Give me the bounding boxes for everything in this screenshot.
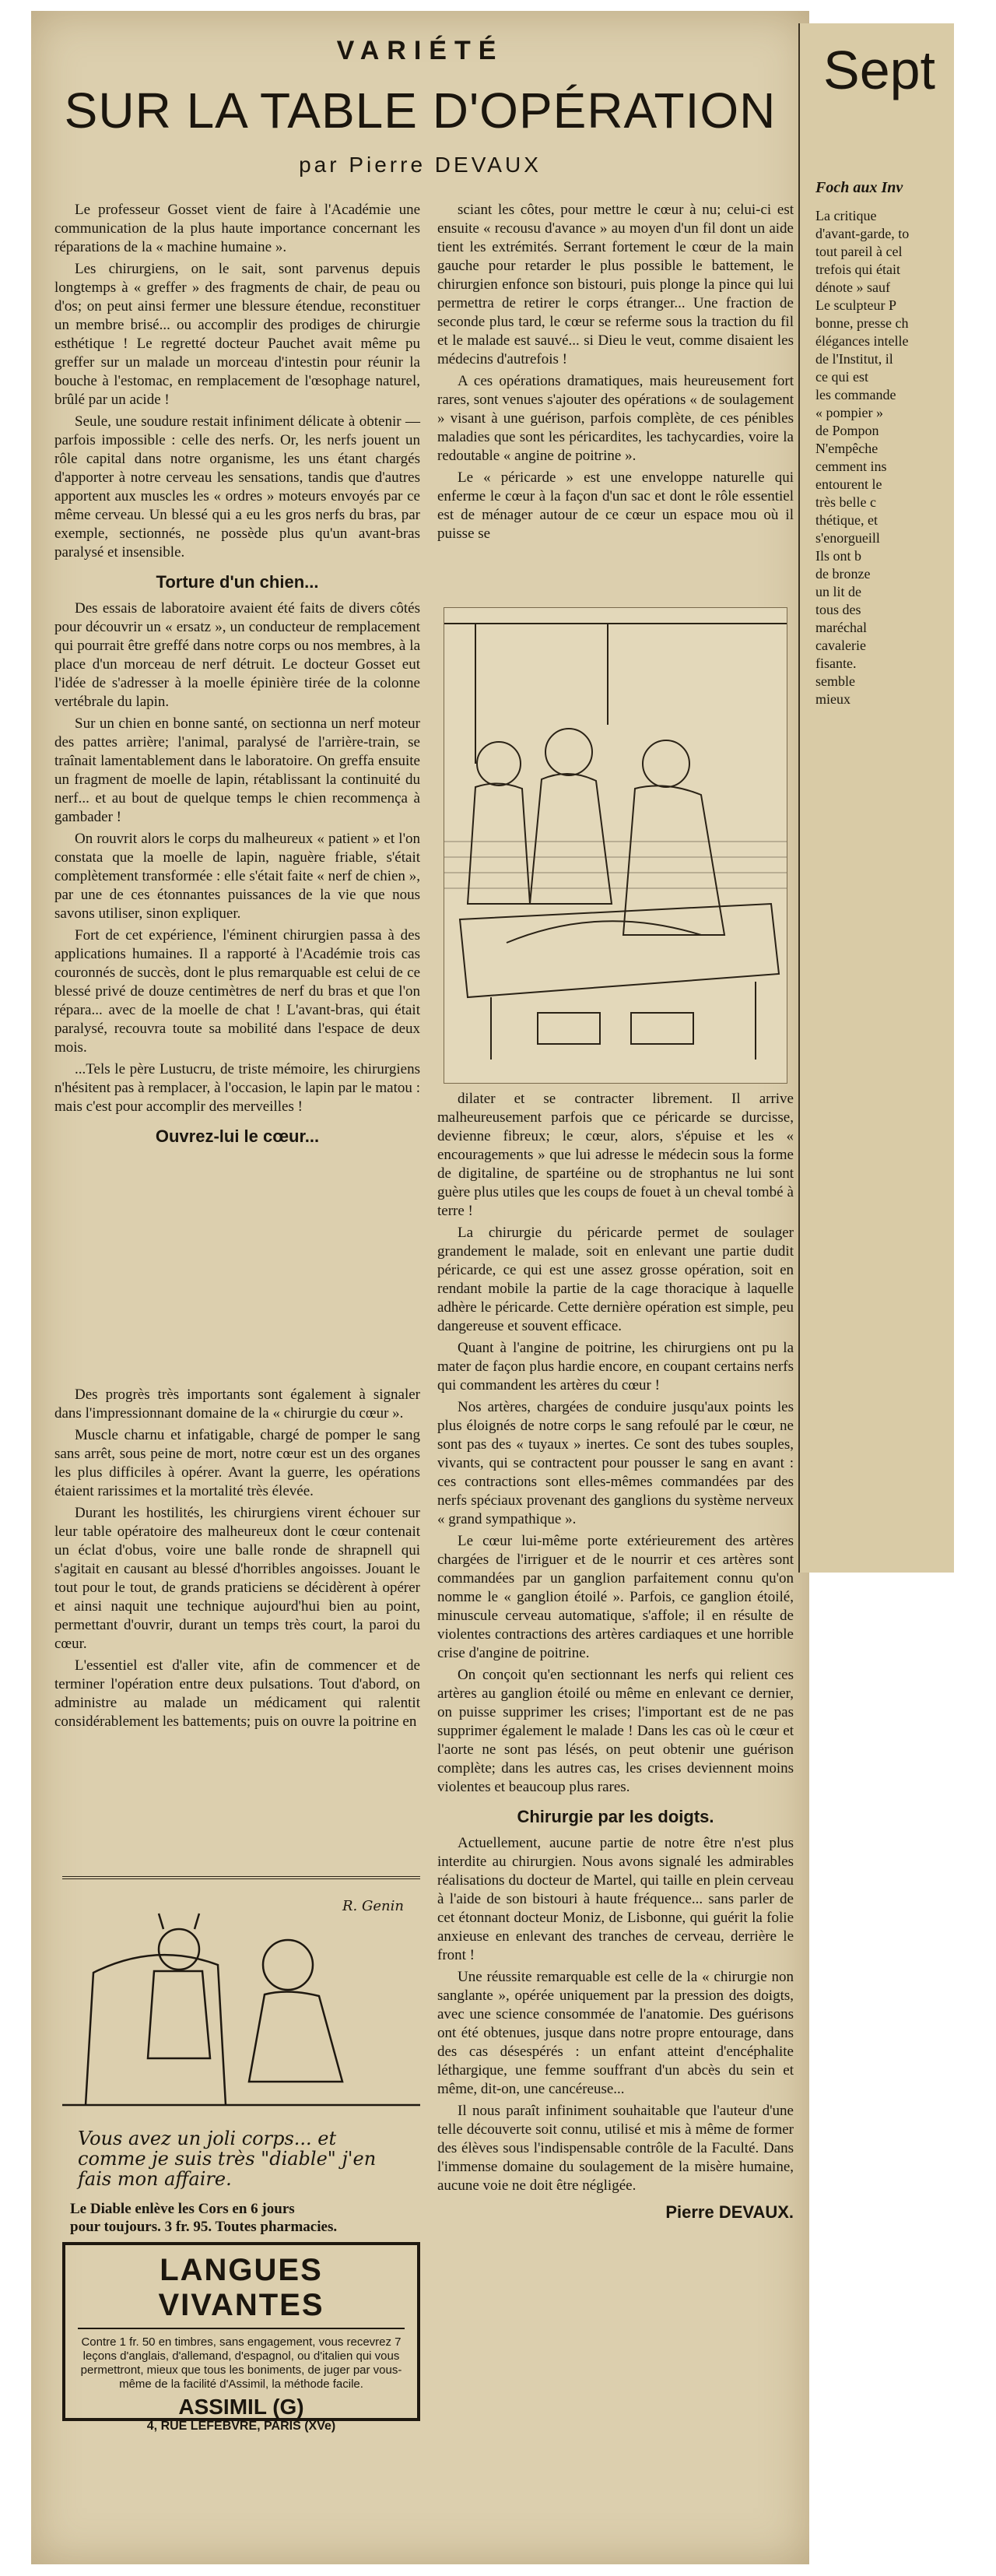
strip-line: fisante. bbox=[815, 655, 857, 671]
paragraph: Le professeur Gosset vient de faire à l'Académie une communication de la plus haute importance concernant les réparations de la « machine humaine ». bbox=[54, 202, 420, 255]
paragraph: sciant les côtes, pour mettre le cœur à nu; celui-ci est ensuite « recousu d'avance » au moyen d'un fil dont un aide tient les extrémités. Serrant fortement le cœur de la main gauche pour retarder le plus possible le battement, le chirurgien enfonce son bistouri, puis plonge la pince qui lui permettra de retirer le corps étranger... Une fraction de seconde plus tard, le cœur se referme sous la traction du fil et le malade est sauvé... si Dieu le veut, comme disaient les médecins d'autrefois ! bbox=[437, 202, 794, 367]
strip-line: s'enorgueill bbox=[815, 530, 880, 546]
strip-line: entourent le bbox=[815, 476, 882, 492]
adjacent-column-strip bbox=[798, 23, 954, 1573]
diable-ad-line-1: Le Diable enlève les Cors en 6 jours bbox=[70, 2201, 295, 2217]
diable-cartoon-ad bbox=[62, 1876, 420, 2191]
section-kicker: VARIÉTÉ bbox=[336, 36, 504, 65]
paragraph: ...Tels le père Lustucru, de triste mémoire, les chirurgiens n'hésitent pas à remplacer, à l'occasion, le lapin par le matou : mais c'est pour accomplir des merveilles ! bbox=[54, 1061, 420, 1115]
article-title: SUR LA TABLE D'OPÉRATION bbox=[64, 83, 777, 139]
strip-line: N'empêche bbox=[815, 441, 879, 456]
paragraph: Sur un chien en bonne santé, on sectionna un nerf moteur des pattes arrière; l'animal, paralysé de l'arrière-train, se traînait lamentablement dans le laboratoire. On greffa ensuite un fragment de moelle de lapin, rétablissant la continuité du nerf... et au bout de quelque temps le chien recommença à gambader ! bbox=[54, 715, 420, 825]
paragraph: On rouvrit alors le corps du malheureux « patient » et l'on constata que la moelle de lapin, naguère friable, s'était complètement transformée : elle s'était faite « nerf de chien », par une de ces étonnantes puissances de la vie que nous savons utiliser, sinon expliquer. bbox=[54, 831, 420, 922]
ad-title: LANGUES VIVANTES bbox=[78, 2253, 405, 2329]
strip-line: bonne, presse ch bbox=[815, 315, 909, 331]
paragraph: On conçoit qu'en sectionnant les nerfs qui relient ces artères au ganglion étoilé ou même en enlevant ce dernier, on puisse supprimer les crises; l'important est de ne pas supprimer également le malade ! Dans les cas où le cœur et l'aorte ne sont pas lésés, on peut obtenir une guérison complète; dans les autres cas, les crises deviennent moins violentes et beaucoup plus rares. bbox=[437, 1667, 794, 1795]
paragraph: Fort de cet expérience, l'éminent chirurgien passa à des applications humaines. Il a rapporté à l'Académie trois cas couronnés de succès, dont le plus remarquable est celui de ce blessé privé de douze centimètres de nerf du bras et que l'on répara... avec de la moelle de chat ! L'avant-bras, qui était paralysé, recouvra toute sa mobilité dans l'espace de deux mois. bbox=[54, 927, 420, 1056]
paragraph: Des progrès très importants sont également à signaler dans l'impressionnant domaine de la « chirurgie du cœur ». bbox=[54, 1386, 420, 1422]
strip-line: tous des bbox=[815, 602, 861, 617]
paragraph: Des essais de laboratoire avaient été faits de divers côtés pour découvrir un « ersatz », un conducteur de remplacement qui pourrait être greffé dans notre corps ou nos membres, à la place d'un morceau de nerf détruit. Le docteur Gosset eut l'idée de s'adresser à la moelle épinière tirée de la colonne vertébrale du lapin. bbox=[54, 600, 420, 710]
diable-ad-line-2: pour toujours. 3 fr. 95. Toutes pharmacies. bbox=[70, 2219, 338, 2235]
cartoon-artist-signature: R. Genin bbox=[342, 1898, 404, 1914]
strip-line: maréchal bbox=[815, 620, 867, 635]
paragraph: Durant les hostilités, les chirurgiens virent échouer sur leur table opératoire des malheureux dont le cœur contenait un éclat d'obus, voire une balle ronde de shrapnell qui s'agitait en causant au blessé d'horribles angoisses. Jouant le tout pour le tout, de grands praticiens se décidèrent à opérer et ainsi naquit une technique aujourd'hui bien au point, permettant d'ouvrir, durant un temps très court, la paroi du cœur. bbox=[54, 1505, 420, 1652]
paragraph: L'essentiel est d'aller vite, afin de commencer et de terminer l'opération entre deux pulsations. Tout d'abord, on administre au malade un médicament qui ralentit considérablement les battements; puis on ouvre la poitrine en bbox=[54, 1657, 420, 1730]
paragraph: Les chirurgiens, on le sait, sont parvenus depuis longtemps à « greffer » des fragments de chair, de peau ou d'os; on peut ainsi fermer une blessure étendue, reconstituer un membre brisé... ou accomplir des prodiges de chirurgie esthétique ! Le regretté docteur Pauchet avait même pu greffer sur un malade un morceau d'intestin pour réunir la bouche à l'estomac, en remplacement de l'œsophage naturel, brûlé par un acide ! bbox=[54, 261, 420, 408]
section-heading: Torture d'un chien... bbox=[156, 572, 319, 592]
paragraph: La chirurgie du péricarde permet de soulager grandement le malade, soit en enlevant une partie dudit péricarde, ce qui est une assez grosse opération, soit en rendant mobile la partie de la cage thoracique à laquelle adhère le péricarde. Cette dernière opération est simple, peu dangereuse et souvent efficace. bbox=[437, 1225, 794, 1334]
strip-line: cavalerie bbox=[815, 638, 866, 653]
paragraph: Quant à l'angine de poitrine, les chirurgiens ont pu la mater de façon plus hardie encore, en coupant certains nerfs qui commandent les artères du cœur ! bbox=[437, 1340, 794, 1393]
langues-vivantes-ad bbox=[62, 2242, 420, 2433]
strip-line: « pompier » bbox=[815, 405, 883, 420]
strip-line: très belle c bbox=[815, 494, 876, 510]
strip-line: cemment ins bbox=[815, 459, 887, 474]
strip-line: de l'Institut, il bbox=[815, 351, 893, 367]
section-heading: Ouvrez-lui le cœur... bbox=[155, 1126, 320, 1146]
strip-heading: Sept bbox=[823, 40, 935, 100]
paragraph: Muscle charnu et infatigable, chargé de pomper le sang sans arrêt, sous peine de mort, notre cœur est un des organes les plus difficiles à opérer. Avant la guerre, les opérations étaient rarissimes et la mortalité très élevée. bbox=[54, 1427, 420, 1499]
strip-line: Ils ont b bbox=[815, 548, 862, 564]
cartoon-caption: Vous avez un joli corps... et comme je suis très "diable" j'en fais mon affaire. bbox=[78, 2128, 377, 2190]
article-column-2 bbox=[437, 201, 794, 546]
surgery-drawing bbox=[444, 608, 787, 1083]
paragraph: Seule, une soudure restait infiniment délicate à obtenir — parfois impossible : celle des nerfs. Or, les nerfs jouent un rôle capital dans notre organisme, les uns étant chargés d'apporter à notre cerveau les sensations, tandis que d'autres apportent aux muscles les « ordres » moteurs envoyés par ce même cerveau. Un blessé qui a eu les gros nerfs du bras, par exemple, sectionnés, ne possède plus qu'un avant-bras paralysé et insensible. bbox=[54, 413, 420, 561]
paragraph: A ces opérations dramatiques, mais heureusement fort rares, sont venues s'ajouter des opérations « de soulagement » visant à une guérison, parfois complète, de ces pénibles maladies que sont les péricardites, les tachycardies, voire la redoutable « angine de poitrine ». bbox=[437, 373, 794, 464]
strip-line: ce qui est bbox=[815, 369, 868, 385]
article-byline: par Pierre DEVAUX bbox=[299, 153, 542, 177]
paragraph: Une réussite remarquable est celle de la « chirurgie non sanglante », opérée uniquement par la pression des doigts, avec une science consommée de l'anatomie. Des guérisons ont été obtenues, jusque dans notre propre entourage, dans des cas désespérés : un enfant atteint d'encéphalite léthargique, une femme souffrant d'un abcès du sein et même, dit-on, une cancéreuse... bbox=[437, 1969, 794, 2097]
article-column-1-continued bbox=[54, 1386, 420, 1734]
strip-line: de Pompon bbox=[815, 423, 879, 438]
paragraph: Nos artères, chargées de conduire jusqu'aux points les plus éloignés de notre corps le sang refoulé par le cœur, ne sont pas des « tuyaux » inertes. Ce sont des tubes souples, vivants, qui se contractent pour pousser le sang en avant : ces contractions sont elles-mêmes commandées par des nerfs spéciaux provenant des ganglions du système nerveux « grand sympathique ». bbox=[437, 1399, 794, 1527]
surgery-illustration bbox=[444, 607, 787, 1084]
strip-line: trefois qui était bbox=[815, 262, 900, 277]
strip-line: dénote » sauf bbox=[815, 279, 890, 295]
paragraph: Il nous paraît infiniment souhaitable que l'auteur d'une telle découverte soit connu, utilisé et mis à même de former des élèves sous l'indispensable contrôle de la Faculté. Dans l'immense domaine du soulagement de la misère humaine, aucune voie ne doit être négligée. bbox=[437, 2103, 794, 2194]
strip-line: d'avant-garde, to bbox=[815, 226, 910, 241]
ad-brand: ASSIMIL (G) bbox=[178, 2395, 304, 2419]
ad-address: 4, RUE LEFEBVRE, PARIS (XVe) bbox=[146, 2420, 336, 2433]
ad-body: Contre 1 fr. 50 en timbres, sans engagement, vous recevrez 7 leçons d'anglais, d'allemand, d'espagnol, ou d'italien qui vous permettront, mieux que tous les boniments, de juger par vous-même de la facilité d'Assimil, la méthode facile. bbox=[80, 2335, 402, 2391]
strip-line: Le sculpteur P bbox=[815, 297, 896, 313]
article-column-3 bbox=[437, 1090, 794, 2222]
cartoon-drawing bbox=[62, 1879, 420, 2121]
paragraph: Actuellement, aucune partie de notre être n'est plus interdite au chirurgien. Nous avons signalé les admirables réalisations du docteur de Martel, qui taille en plein cerveau à l'aide de son bistouri à haute fréquence... sans parler de cet étonnant docteur Moniz, de Lisbonne, qui guérit la folie anxieuse en enlevant des tranches de cerveau, derrière le front ! bbox=[437, 1835, 794, 1963]
section-heading: Chirurgie par les doigts. bbox=[517, 1807, 714, 1826]
author-signature: Pierre DEVAUX. bbox=[665, 2202, 794, 2222]
strip-line: élégances intelle bbox=[815, 333, 909, 349]
strip-line: La critique bbox=[815, 208, 877, 223]
paragraph: dilater et se contracter librement. Il arrive malheureusement parfois que ce péricarde se durcisse, devienne fibreux; le cœur, alors, s'épuise et les « encouragements » que lui adresse le médecin sous la forme de digitaline, de spartéine ou de strophantus ne lui sont guère plus utiles que les coups de fouet à un cheval tombé à terre ! bbox=[437, 1091, 794, 1219]
strip-line: un lit de bbox=[815, 584, 861, 599]
strip-subheading: Foch aux Inv bbox=[815, 179, 903, 196]
strip-line: les commande bbox=[815, 387, 896, 402]
article-column-1 bbox=[54, 201, 420, 1154]
strip-line: de bronze bbox=[815, 566, 871, 582]
paragraph: Le « péricarde » est une enveloppe naturelle qui enferme le cœur à la façon d'un sac et dont le rôle essentiel est de ménager autour de ce cœur un espace mou où il puisse se bbox=[437, 469, 794, 542]
strip-line: tout pareil à cel bbox=[815, 244, 903, 259]
paragraph: Le cœur lui-même porte extérieurement des artères chargées de l'irriguer et de le nourrir et ces artères sont commandées par un ganglion parfaitement connu qu'on nomme le « ganglion étoilé ». Parfois, ce ganglion étoilé, minuscule cerveau automatique, s'affole; il en résulte de violentes contractions des artères cardiaques et une horrible crise d'angine de poitrine. bbox=[437, 1533, 794, 1661]
strip-line: semble bbox=[815, 673, 855, 689]
strip-line: mieux bbox=[815, 691, 850, 707]
strip-text bbox=[815, 207, 948, 708]
strip-line: thétique, et bbox=[815, 512, 878, 528]
